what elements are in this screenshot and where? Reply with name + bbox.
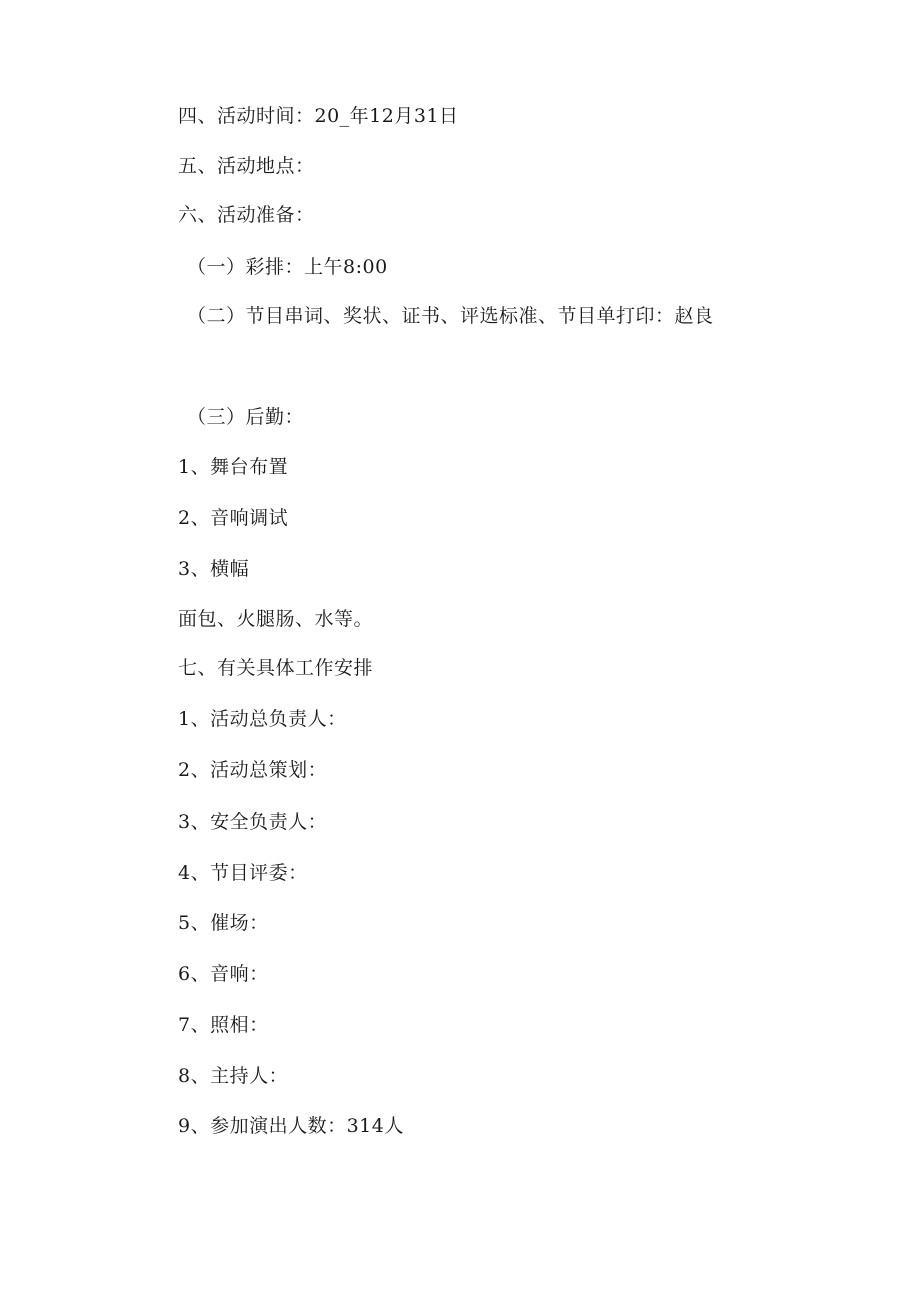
logistics-item-stage: 1、舞台布置 <box>178 456 289 478</box>
staff-item-photography: 7、照相： <box>178 1014 269 1036</box>
staff-item-host: 8、主持人： <box>178 1065 289 1087</box>
staff-item-planner: 2、活动总策划： <box>178 759 328 781</box>
section-work-arrangement: 七、有关具体工作安排 <box>178 657 374 679</box>
logistics-item-banner: 3、横幅 <box>178 558 250 580</box>
prep-item-printing: （二）节目串词、奖状、证书、评选标准、节目单打印：赵良 <box>187 305 714 327</box>
staff-item-audio: 6、音响： <box>178 963 269 985</box>
section-activity-location: 五、活动地点： <box>178 155 315 177</box>
prep-item-logistics: （三）后勤： <box>187 406 305 428</box>
staff-item-performer-count: 9、参加演出人数：314人 <box>178 1115 404 1137</box>
staff-item-safety: 3、安全负责人： <box>178 811 328 833</box>
staff-item-general-leader: 1、活动总负责人： <box>178 708 347 730</box>
prep-item-rehearsal: （一）彩排：上午8:00 <box>187 256 388 278</box>
section-activity-preparation: 六、活动准备： <box>178 204 315 226</box>
section-activity-time: 四、活动时间：20_年12月31日 <box>178 105 459 127</box>
logistics-supplies: 面包、火腿肠、水等。 <box>178 608 374 630</box>
logistics-item-sound: 2、音响调试 <box>178 507 289 529</box>
staff-item-stage-call: 5、催场： <box>178 912 269 934</box>
staff-item-judges: 4、节目评委： <box>178 862 308 884</box>
